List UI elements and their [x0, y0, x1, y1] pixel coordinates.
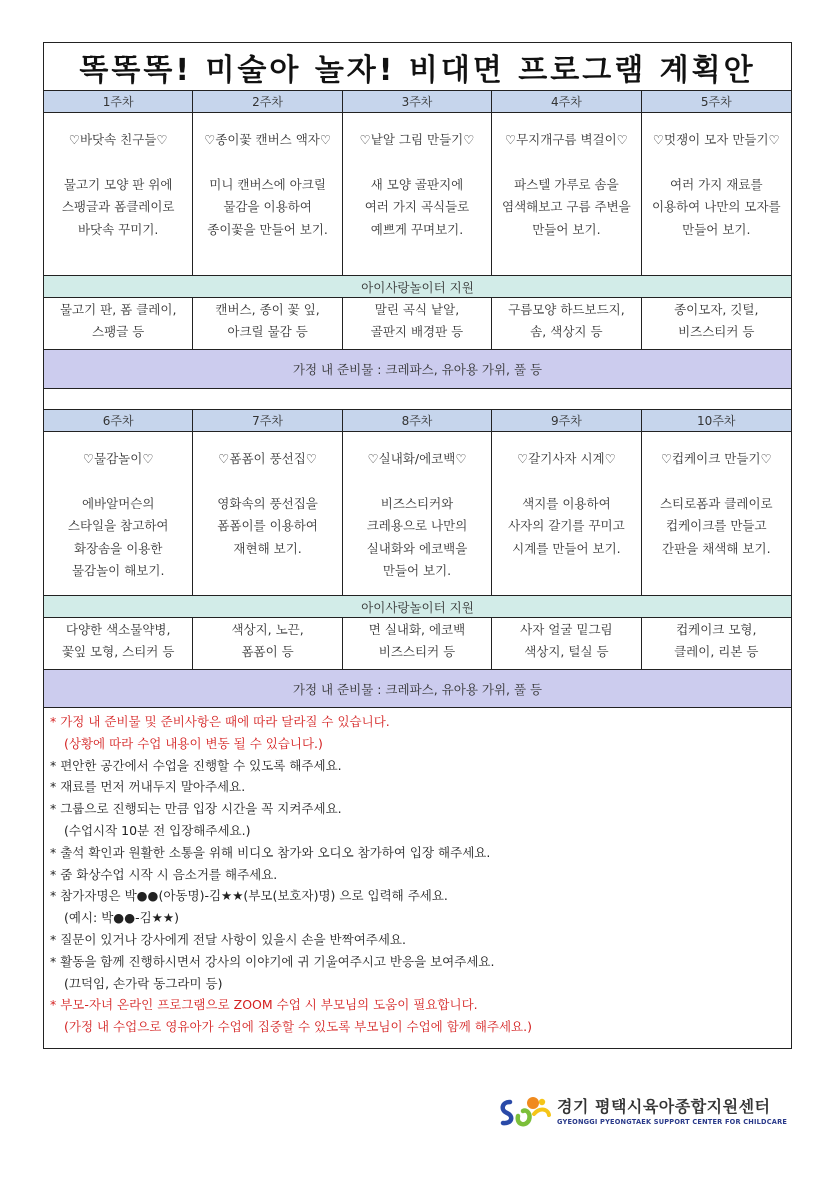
center-logo — [496, 1092, 796, 1132]
activity-cell — [642, 432, 791, 595]
activity-description: 비즈스티커와 크레용으로 나만의 실내화와 에코백을 만들어 보기. — [366, 495, 468, 578]
note-item: * 편안한 공간에서 수업을 진행할 수 있도록 해주세요. — [50, 757, 342, 773]
support-materials-cell: 면 실내화, 에코백 비즈스티커 등 — [343, 618, 492, 669]
note-item: * 그룹으로 진행되는 만큼 입장 시간을 꼭 지켜주세요. — [50, 801, 342, 817]
activity-description: 물고기 모양 판 위에 스팽글과 폼클레이로 바닷속 꾸미기. — [61, 176, 175, 237]
activity-description: 파스텔 가루로 솜을 염색해보고 구름 주변을 만들어 보기. — [502, 176, 631, 237]
activity-title: ♡컵케이크 만들기♡ — [660, 451, 772, 466]
section-gap — [44, 389, 791, 410]
activity-title: ♡갈기사자 시계♡ — [516, 451, 616, 466]
note-item: (끄덕임, 손가락 동그라미 등) — [64, 975, 223, 991]
activity-title: ♡실내화/에코백♡ — [367, 451, 467, 466]
support-header: 아이사랑놀이터 지원 — [44, 596, 791, 618]
activity-title: ♡폼폼이 풍선집♡ — [218, 451, 318, 466]
week-header-row — [44, 91, 791, 113]
activity-description: 여러 가지 재료를 이용하여 나만의 모자를 만들어 보기. — [651, 176, 781, 237]
note-item: (예시: 박●●-김★★) — [64, 910, 179, 926]
support-materials-cell: 말린 곡식 낱알, 골판지 배경판 등 — [343, 298, 492, 349]
note-item: * 재료를 먼저 꺼내두지 말아주세요. — [50, 779, 246, 795]
week-label: 4주차 — [492, 91, 641, 112]
activity-description: 색지를 이용하여 사자의 갈기를 꾸미고 시계를 만들어 보기. — [508, 495, 625, 556]
center-name-korean: 경기 평택시육아종합지원센터 — [557, 1097, 771, 1116]
support-materials-cell: 구름모양 하드보드지, 솜, 색상지 등 — [492, 298, 641, 349]
activity-description: 에바알머슨의 스타일을 참고하여 화장솜을 이용한 물감놀이 해보기. — [67, 495, 169, 578]
activity-cell — [492, 113, 641, 275]
note-item: * 참가자명은 박●●(아동명)-김★★(부모(보호자)명) 으로 입력해 주세요. — [50, 888, 448, 904]
support-materials-cell: 컵케이크 모형, 클레이, 리본 등 — [674, 622, 759, 659]
activity-description: 미니 캔버스에 아크릴 물감을 이용하여 종이꽃을 만들어 보기. — [207, 176, 328, 237]
note-item: * 활동을 함께 진행하시면서 강사의 이야기에 귀 기울여주시고 반응을 보여주세요. — [50, 953, 495, 969]
section-weeks-1-5 — [44, 91, 791, 389]
center-name-english: GYEONGGI PYEONGTAEK SUPPORT CENTER FOR CHILDCARE — [557, 1118, 788, 1126]
page-title: 똑똑똑! 미술아 놀자! 비대면 프로그램 계획안 — [44, 43, 791, 91]
activity-cell — [343, 432, 492, 595]
week-label: 6주차 — [44, 410, 193, 431]
activity-description: 영화속의 풍선집을 폼폼이를 이용하여 재현해 보기. — [217, 495, 318, 556]
section-weeks-6-10 — [44, 410, 791, 708]
activity-title: ♡멋쟁이 모자 만들기♡ — [652, 132, 780, 147]
activity-title: ♡무지개구름 벽걸이♡ — [504, 132, 628, 147]
support-materials-cell: 다양한 색소물약병, 꽃잎 모형, 스티커 등 — [44, 618, 193, 669]
note-item: (가정 내 수업으로 영유아가 수업에 집중할 수 있도록 부모님이 수업에 함께 해주세요.) — [64, 1019, 532, 1035]
note-item: * 가정 내 준비물 및 준비사항은 때에 따라 달라질 수 있습니다. — [50, 714, 390, 729]
activity-row — [44, 432, 791, 596]
activity-cell — [193, 432, 342, 595]
center-logo-text — [557, 1098, 787, 1126]
note-item: * 출석 확인과 원활한 소통을 위해 비디오 참가와 오디오 참가하여 입장 해주세요. — [50, 844, 491, 860]
activity-cell — [343, 113, 492, 275]
week-label: 8주차 — [343, 410, 492, 431]
support-materials-cell: 캔버스, 종이 꽃 잎, 아크릴 물감 등 — [193, 298, 342, 349]
week-label: 7주차 — [193, 410, 342, 431]
note-item: (상황에 따라 수업 내용이 변동 될 수 있습니다.) — [64, 735, 323, 751]
note-item: * 질문이 있거나 강사에게 전달 사항이 있을시 손을 반짝여주세요. — [50, 931, 406, 947]
notes-list — [44, 708, 791, 1038]
week-label: 1주차 — [44, 91, 193, 112]
activity-cell — [44, 432, 193, 595]
home-prep-row: 가정 내 준비물 : 크레파스, 유아용 가위, 풀 등 — [44, 670, 791, 708]
week-label: 2주차 — [193, 91, 342, 112]
note-item: * 부모-자녀 온라인 프로그램으로 ZOOM 수업 시 부모님의 도움이 필요합니다. — [50, 997, 478, 1013]
activity-title: ♡물감놀이♡ — [82, 451, 154, 466]
activity-cell — [44, 113, 193, 275]
week-header-row — [44, 410, 791, 432]
activity-row — [44, 113, 791, 276]
note-item: * 줌 화상수업 시작 시 음소거를 해주세요. — [50, 866, 278, 882]
activity-cell — [492, 432, 641, 595]
note-item: (수업시작 10분 전 입장해주세요.) — [64, 822, 251, 838]
activity-cell — [642, 113, 791, 275]
activity-title: ♡낱알 그림 만들기♡ — [359, 132, 475, 147]
activity-cell — [193, 113, 342, 275]
week-label: 5주차 — [700, 95, 732, 109]
week-label: 3주차 — [343, 91, 492, 112]
activity-title: ♡바닷속 친구들♡ — [68, 132, 168, 147]
center-logo-icon — [496, 1092, 554, 1132]
support-materials-cell: 사자 얼굴 밑그림 색상지, 털실 등 — [492, 618, 641, 669]
home-prep-row: 가정 내 준비물 : 크레파스, 유아용 가위, 풀 등 — [44, 350, 791, 389]
program-plan-table — [43, 42, 792, 1049]
activity-description: 스티로폼과 클레이로 컵케이크를 만들고 간판을 채색해 보기. — [659, 495, 773, 556]
support-materials-row — [44, 618, 791, 670]
activity-title: ♡종이꽃 캔버스 액자♡ — [204, 132, 332, 147]
activity-description: 새 모양 골판지에 여러 가지 곡식들로 예쁘게 꾸며보기. — [364, 176, 470, 237]
support-header: 아이사랑놀이터 지원 — [44, 276, 791, 298]
support-materials-cell: 색상지, 노끈, 폼폼이 등 — [193, 618, 342, 669]
support-materials-cell: 종이모자, 깃털, 비즈스티커 등 — [674, 302, 759, 339]
week-label: 10주차 — [697, 414, 736, 428]
support-materials-row — [44, 298, 791, 350]
week-label: 9주차 — [492, 410, 641, 431]
support-materials-cell: 물고기 판, 폼 클레이, 스팽글 등 — [44, 298, 193, 349]
